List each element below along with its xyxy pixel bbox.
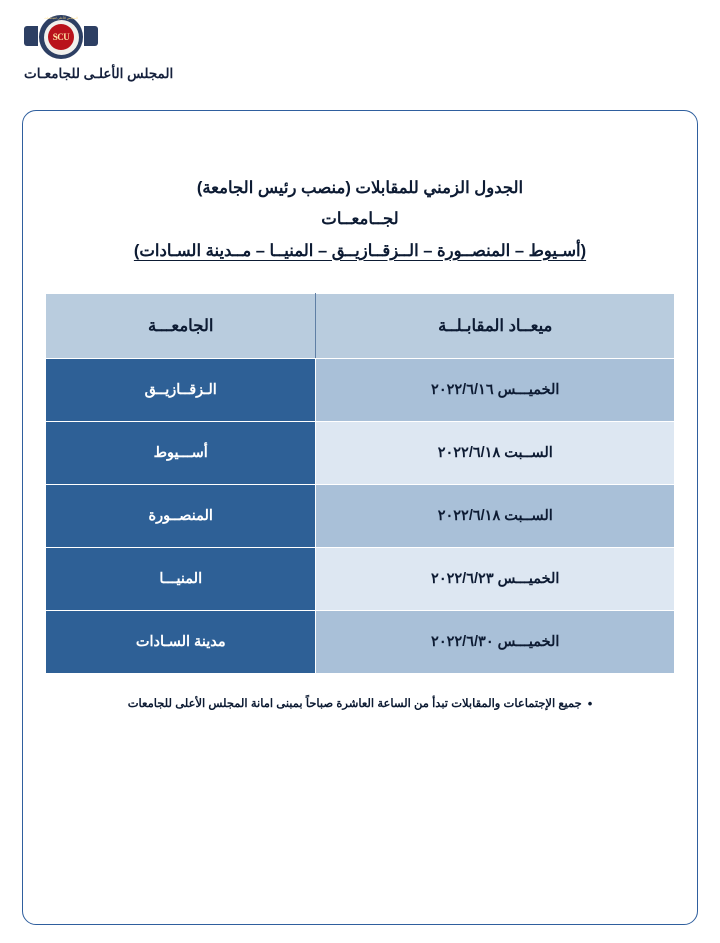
cell-university: المنيـــا [46, 548, 316, 611]
column-header-university: الجامعـــة [46, 294, 316, 359]
cell-university: مدينة السـادات [46, 611, 316, 674]
cell-date: الســبت ٢٠٢٢/٦/١٨ [316, 485, 675, 548]
document-frame [22, 110, 698, 925]
logo-monogram: SCU [52, 32, 70, 42]
table-header [46, 294, 675, 359]
cell-date: الســبت ٢٠٢٢/٦/١٨ [316, 422, 675, 485]
scu-logo-icon [24, 14, 98, 60]
bullet-icon: • [587, 695, 593, 711]
page-subtitle: لجــامعــات [321, 210, 399, 229]
cell-university: المنصــورة [46, 485, 316, 548]
page-title: الجدول الزمني للمقابلات (منصب رئيس الجامعة) [196, 179, 524, 197]
cell-date: الخميـــس ٢٠٢٢/٦/٢٣ [316, 548, 675, 611]
footnote-text: جميع الإجتماعات والمقابلات تبدأ من الساعة العاشرة صباحاً بمبنى امانة المجلس الأعلى للجامعات [127, 698, 582, 711]
page-universities-line: (أسـيوط – المنصــورة – الــزقــازيــق – المنيــا – مــدينة السـادات) [133, 241, 587, 260]
column-header-date: ميعــاد المقابـلــة [316, 294, 675, 359]
organization-name: المجلس الأعلـى للجامعـات [24, 66, 174, 81]
table-row [46, 548, 675, 611]
document-header [24, 14, 696, 82]
footnote [53, 696, 667, 710]
cell-university: الـزقــازيــق [46, 359, 316, 422]
document-titles [23, 173, 697, 267]
table-row [46, 485, 675, 548]
cell-date: الخميـــس ٢٠٢٢/٦/٣٠ [316, 611, 675, 674]
cell-date: الخميـــس ٢٠٢٢/٦/١٦ [316, 359, 675, 422]
table-row [46, 422, 675, 485]
table-body [46, 359, 675, 674]
cell-university: أســـيوط [46, 422, 316, 485]
logo-inner-disc [48, 24, 74, 50]
logo-arc-text: المجلس الأعلى للجامعات [44, 16, 78, 20]
table-header-row [46, 294, 675, 359]
logo-wing-right [84, 26, 98, 46]
table-row [46, 611, 675, 674]
table-row [46, 359, 675, 422]
logo-wing-left [24, 26, 38, 46]
schedule-table [45, 293, 675, 674]
